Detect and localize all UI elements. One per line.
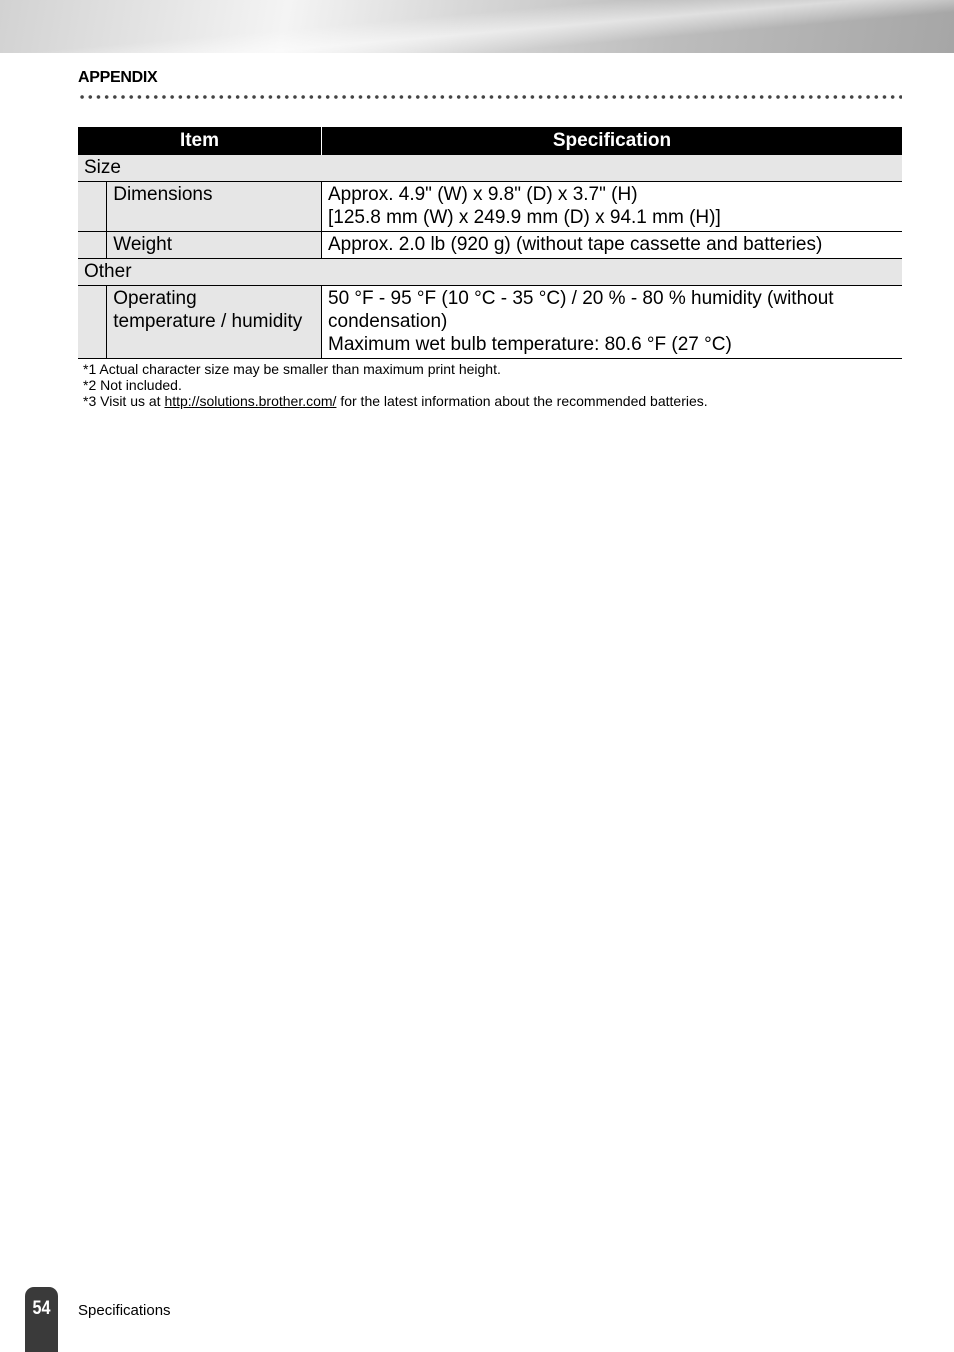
indent-cell <box>78 182 107 232</box>
footnote-1: *1 Actual character size may be smaller than maximum print height. <box>83 361 501 377</box>
section-label: APPENDIX <box>78 69 158 86</box>
table-row <box>78 286 902 359</box>
table-row <box>78 232 902 259</box>
group-row-other <box>78 259 902 286</box>
footnote-2: *2 Not included. <box>83 377 182 393</box>
page-number: 54 <box>32 1298 51 1319</box>
item-cell <box>107 182 322 232</box>
spec-line: Approx. 4.9" (W) x 9.8" (D) x 3.7" (H) <box>328 184 638 205</box>
spec-cell <box>322 286 903 359</box>
dotted-divider <box>78 94 902 100</box>
footnote-3-prefix: *3 Visit us at <box>83 393 165 409</box>
header-band-sheen <box>0 0 954 53</box>
column-header-specification: Specification <box>322 127 903 155</box>
item-cell <box>107 232 322 259</box>
item-text: Dimensions <box>113 184 213 205</box>
table-row <box>78 182 902 232</box>
solutions-link[interactable]: http://solutions.brother.com/ <box>164 393 337 409</box>
header-band <box>0 0 954 53</box>
spec-line: Maximum wet bulb temperature: 80.6 °F (27 °C) <box>328 334 732 355</box>
footnote-3-suffix: for the latest information about the recommended batteries. <box>336 393 708 409</box>
spec-table <box>78 127 902 359</box>
column-header-item: Item <box>78 127 322 155</box>
indent-cell <box>78 232 107 259</box>
table-header-row <box>78 127 902 155</box>
footer-section-title: Specifications <box>78 1302 171 1319</box>
group-label: Size <box>78 155 902 182</box>
spec-line: condensation) <box>328 311 448 332</box>
group-label: Other <box>78 259 902 286</box>
spec-line: [125.8 mm (W) x 249.9 mm (D) x 94.1 mm (H)] <box>328 207 721 228</box>
spec-line: 50 °F - 95 °F (10 °C - 35 °C) / 20 % - 80 % humidity (without <box>328 288 834 309</box>
spec-cell <box>322 182 903 232</box>
group-row-size <box>78 155 902 182</box>
item-text: temperature / humidity <box>113 311 303 332</box>
item-text: Operating <box>113 288 197 309</box>
item-text: Weight <box>113 234 173 255</box>
footnotes <box>83 361 708 409</box>
item-cell <box>107 286 322 359</box>
spec-cell <box>322 232 903 259</box>
spec-line: Approx. 2.0 lb (920 g) (without tape cassette and batteries) <box>328 234 823 255</box>
indent-cell <box>78 286 107 359</box>
footnote-3 <box>83 393 708 409</box>
